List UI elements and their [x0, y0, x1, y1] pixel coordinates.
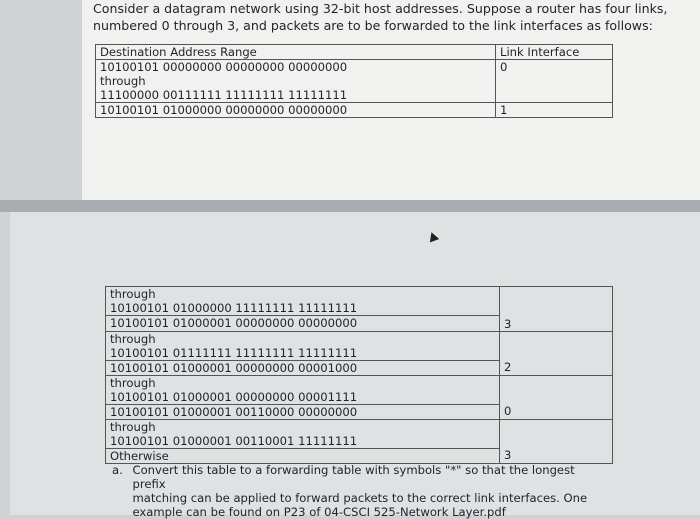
table-row — [106, 420, 613, 464]
intro-paragraph — [93, 0, 693, 34]
question-line-1: Convert this table to a forwarding table with symbols "*" so that the longest prefix — [132, 463, 575, 491]
table-row — [106, 332, 613, 376]
table-row — [106, 376, 613, 420]
question-a — [112, 463, 612, 519]
link-value: 3 — [504, 448, 512, 462]
address-line: 10100101 01000001 00000000 00001111 — [110, 390, 358, 404]
address-line: 11100000 00111111 11111111 11111111 — [100, 88, 348, 102]
link-cell — [500, 287, 613, 332]
page-gap — [0, 200, 700, 212]
address-line: 10100101 01000000 00000000 00000000 — [100, 103, 348, 117]
question-line-2: matching can be applied to forward packets to the correct link interfaces. One — [132, 491, 588, 505]
link-cell — [496, 45, 613, 103]
intro-line-2: numbered 0 through 3, and packets are to be forwarded to the link interfaces as follows: — [93, 18, 653, 33]
table-row — [96, 45, 613, 103]
header-link: Link Interface — [500, 45, 580, 59]
table-row — [106, 287, 613, 332]
forwarding-table-bottom — [105, 286, 613, 464]
link-cell — [500, 332, 613, 376]
header-range: Destination Address Range — [100, 45, 257, 59]
question-label: a. — [112, 463, 123, 477]
address-line: through — [110, 332, 156, 346]
address-line: 10100101 01000001 00000000 00000000 — [106, 315, 499, 330]
address-line: 10100101 01000000 11111111 11111111 — [110, 301, 358, 315]
question-line-3: example can be found on P23 of 04-CSCI 525-Network Layer.pdf — [132, 505, 506, 519]
address-line: through — [100, 74, 146, 88]
address-line: through — [110, 376, 156, 390]
link-value: 3 — [504, 317, 512, 331]
link-value: 0 — [496, 59, 612, 74]
address-line: through — [110, 420, 156, 434]
link-cell — [500, 376, 613, 420]
range-cell — [96, 103, 496, 118]
address-line: 10100101 01000001 00000000 00001000 — [106, 360, 499, 375]
link-cell — [496, 103, 613, 118]
link-value: 1 — [500, 103, 508, 117]
address-line: 10100101 00000000 00000000 00000000 — [96, 59, 495, 74]
intro-line-1: Consider a datagram network using 32-bit host addresses. Suppose a router has four links, — [93, 1, 668, 16]
link-value: 2 — [504, 360, 512, 374]
range-cell — [106, 332, 500, 376]
range-cell — [106, 376, 500, 420]
address-line: through — [110, 287, 156, 301]
range-cell — [106, 287, 500, 332]
range-cell — [106, 420, 500, 464]
address-line: 10100101 01000001 00110000 00000000 — [106, 404, 499, 419]
address-line: 10100101 01000001 00110001 11111111 — [110, 434, 358, 448]
address-line: 10100101 01111111 11111111 11111111 — [110, 346, 358, 360]
link-value: 0 — [504, 404, 512, 418]
link-cell — [500, 420, 613, 464]
question-body — [132, 463, 602, 519]
forwarding-table-top — [95, 44, 613, 118]
range-cell — [96, 45, 496, 103]
address-line: Otherwise — [106, 448, 499, 463]
table-row — [96, 103, 613, 118]
